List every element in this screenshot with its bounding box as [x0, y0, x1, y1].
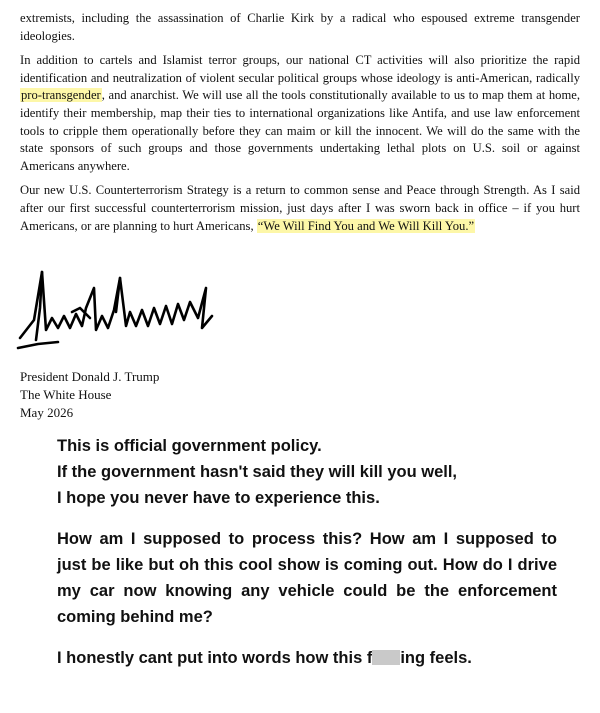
censor-block: [372, 650, 400, 665]
letter-body: [20, 10, 580, 242]
signature-date: May 2026: [20, 405, 74, 420]
letter-paragraph-3-start: Our new U.S. Counterterrorism Strategy is a return to common sense and Peace through Strength. As I said after our first successful counterterrorism mission, just days after I was sworn back in office – if you hurt Americans, or are planning to hurt Americans,: [20, 183, 580, 233]
letter-paragraph-2-end: , and anarchist. We will use all the tools constitutionally available to us to map them at home, identify their membership, map their ties to international organizations like Antifa, and use law enforcement tools to cripple them operationally before they can maim or kill the innocent. We will do the same with the state sponsors of such groups and those governments undertaking lethal plots on U.S. soil or against Americans anywhere.: [20, 88, 580, 173]
caption-line-2: If the government hasn't said they will kill you well,: [57, 463, 458, 481]
signer-office: The White House: [20, 387, 112, 402]
caption-line-3: I hope you never have to experience this.: [57, 489, 380, 507]
letter-paragraph-3: [20, 182, 580, 235]
letter-paragraph-2: [20, 52, 580, 175]
letter-paragraph-1: extremists, including the assassination of Charlie Kirk by a radical who espoused extreme transgender ideologies.: [20, 11, 580, 43]
letter-paragraph-2-start: In addition to cartels and Islamist terror groups, our national CT activities will also prioritize the rapid identification and neutralization of violent secular political groups whose ideology is anti-American, radically: [20, 53, 580, 85]
caption-paragraph-2: How am I supposed to process this? How am I supposed to just be like but oh this cool show is coming out. How do I drive my car now knowing any vehicle could be the enforcement coming behind me?: [57, 530, 557, 626]
caption-paragraph-3-end: ing feels.: [400, 649, 472, 667]
caption-paragraph-3-start: I honestly cant put into words how this f: [57, 649, 373, 667]
overlay-caption: [57, 433, 557, 671]
caption-line-1: This is official government policy.: [57, 437, 322, 455]
highlighted-phrase-pro-transgender: pro-transgender: [21, 88, 101, 103]
signature-block: [20, 368, 159, 422]
handwritten-signature: [12, 268, 222, 363]
highlighted-quote: “We Will Find You and We Will Kill You.”: [257, 218, 475, 233]
caption-paragraph-3: [57, 645, 557, 671]
signer-name: President Donald J. Trump: [20, 369, 160, 384]
